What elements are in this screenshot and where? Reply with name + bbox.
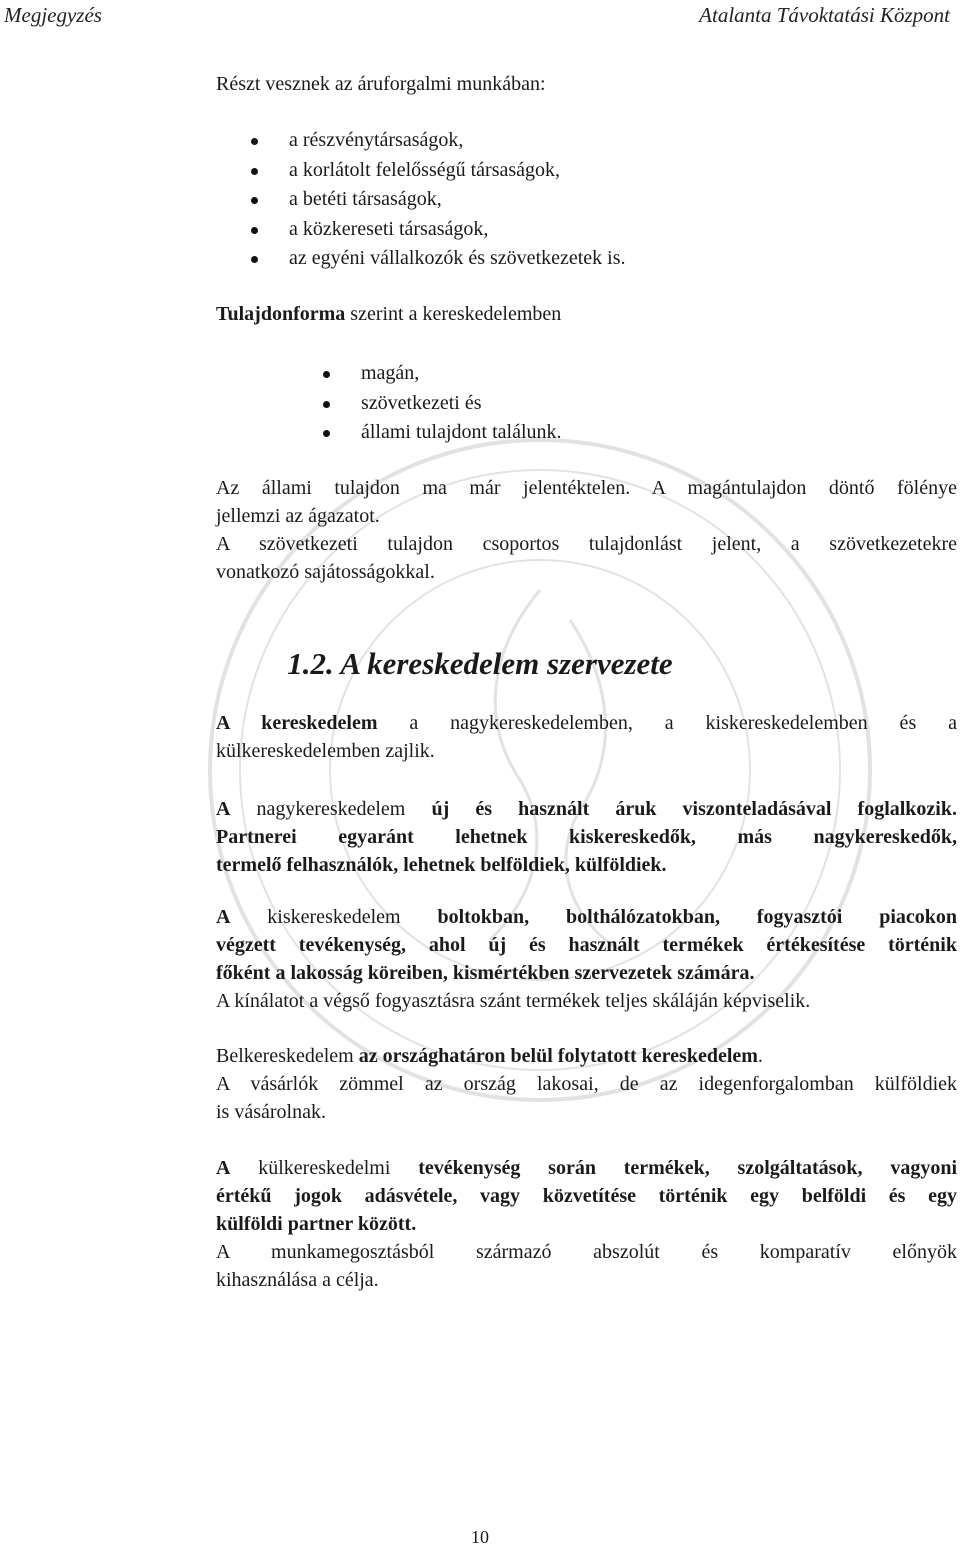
paragraph-wholesale: A nagykereskedelem új és használt áruk viszonteladásával foglalkozik. Partnerei egyaránt lehetnek kiskereskedők, más nagykereskedők, termelő felhasználók, lehetnek belföldiek, külföldiek.: [216, 798, 957, 876]
paragraph-foreign: A külkereskedelmi tevékenység során termékek, szolgáltatások, vagyoni értékű jogok adásvétele, vagy közvetítése történik egy belföldi és egy külföldi partner között. A munkamegosztásból származó abszolút és komparatív előnyök kihasználása a célja.: [216, 1157, 958, 1291]
paragraph-domestic: Belkereskedelem az országhatáron belül folytatott kereskedelem. A vásárlók zömmel az ország lakosai, de az idegenforgalomban külföldiek is vásárolnak.: [216, 1045, 957, 1123]
header-left: Megjegyzés: [4, 3, 102, 27]
list-item: magán,: [361, 359, 562, 389]
list-item: a közkereseti társaságok,: [289, 215, 626, 245]
bullet-icon: [251, 256, 258, 263]
ownership-heading: Tulajdonforma szerint a kereskedelemben: [216, 303, 562, 325]
bullet-icon: [251, 138, 258, 145]
bullet-icon: [323, 371, 330, 378]
list-item: az egyéni vállalkozók és szövetkezetek is.: [289, 244, 626, 274]
paragraph-trade: A kereskedelem a nagykereskedelemben, a kiskereskedelemben és a külkereskedelemben zajlik.: [216, 712, 957, 762]
bullet-icon: [251, 197, 258, 204]
bullet-icon: [251, 168, 258, 175]
paragraph-retail: A kiskereskedelem boltokban, bolthálózatokban, fogyasztói piacokon végzett tevékenység, ahol új és használt termékek értékesítése történik főként a lakosság köreiben, kismértékben szervezetek számára. A kínálatot a végső fogyasztásra szánt termékek teljes skáláján képviselik.: [216, 906, 957, 1012]
list-item: a betéti társaságok,: [289, 185, 626, 215]
ownership-list: [361, 359, 562, 448]
header-right: Atalanta Távoktatási Központ: [699, 3, 950, 27]
participants-list: [289, 126, 626, 274]
intro-text: Részt vesznek az áruforgalmi munkában:: [216, 73, 546, 95]
list-item: a részvénytársaságok,: [289, 126, 626, 156]
bullet-icon: [251, 227, 258, 234]
bullet-icon: [323, 430, 330, 437]
state-ownership-paragraph: Az állami tulajdon ma már jelentéktelen. A magántulajdon döntő fölénye jellemzi az ágazatot. A szövetkezeti tulajdon csoportos tulajdonlást jelent, a szövetkezetekre vonatkozó sajátosságokkal.: [216, 477, 957, 583]
list-item: állami tulajdont találunk.: [361, 418, 562, 448]
list-item: a korlátolt felelősségű társaságok,: [289, 156, 626, 186]
list-item: szövetkezeti és: [361, 389, 562, 419]
section-title: 1.2. A kereskedelem szervezete: [287, 646, 673, 681]
page-number: 10: [471, 1527, 489, 1547]
bullet-icon: [323, 401, 330, 408]
